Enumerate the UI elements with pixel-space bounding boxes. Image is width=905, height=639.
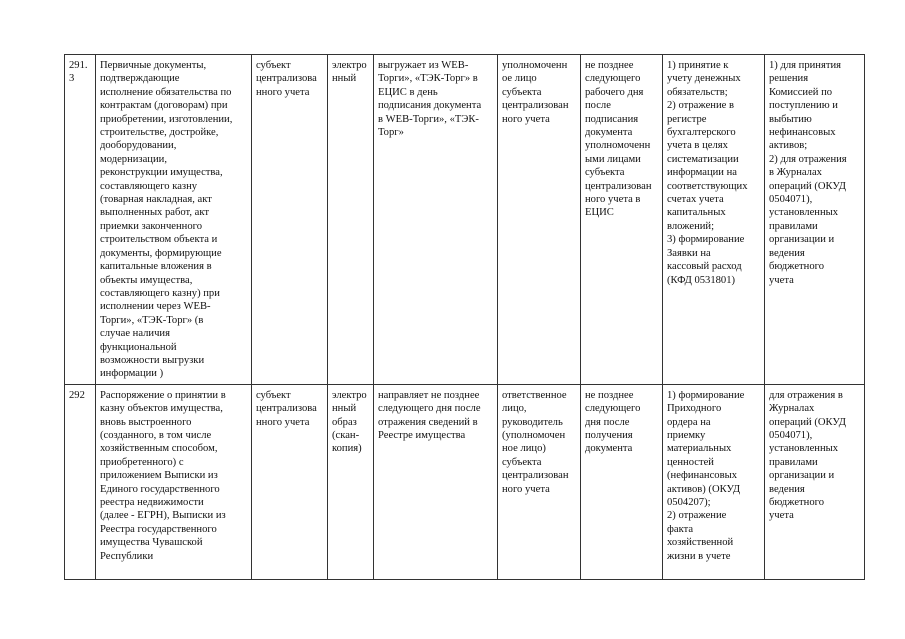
deadline-text: не позднее следующего рабочего дня после подписания документа уполномоченн ыми лицами субъекта централизован ного учета в ЕЦИС bbox=[585, 60, 652, 219]
method-text: выгружает из WEB- Торги», «ТЭК-Торг» в ЕЦИС в день подписания документа в WEB-Торги», «ТЭК- Торг» bbox=[378, 60, 482, 139]
usage-cell bbox=[765, 384, 865, 579]
table-row bbox=[65, 384, 865, 579]
deadline-cell bbox=[581, 384, 663, 579]
table-row bbox=[65, 55, 865, 385]
responsible-cell bbox=[498, 55, 581, 385]
purpose-cell bbox=[663, 384, 765, 579]
document-name: Распоряжение о принятии в казну объектов имущества, вновь выстроенного (созданного, в том числе хозяйственным способом, приобретенного) с приложением Выписки из Единого государственного реестра недвижимости (далее - ЕГРН), Выписки из Реестра государственного имущества Чувашской Республики bbox=[100, 389, 226, 562]
row-number-cell bbox=[65, 55, 96, 385]
document-cell bbox=[96, 384, 252, 579]
row-number: 292 bbox=[69, 389, 85, 401]
form-text: электро нный образ (скан- копия) bbox=[332, 389, 367, 455]
responsible-cell bbox=[498, 384, 581, 579]
subject-text: субъект централизова нного учета bbox=[256, 389, 317, 428]
purpose-text: 1) принятие к учету денежных обязательств; 2) отражение в регистре бухгалтерского учета в целях систематизации информации на соответствующих счетах учета капитальных вложений; 3) формирование Заявки на кассовый расход (КФД 0531801) bbox=[667, 60, 748, 286]
usage-text: 1) для принятия решения Комиссией по поступлению и выбытию нефинансовых активов; 2) для отражения в Журналах операций (ОКУД 0504071), установленных правилами организации и ведения бюджетного учета bbox=[769, 60, 847, 286]
method-text: направляет не позднее следующего дня после отражения сведений в Реестре имущества bbox=[378, 389, 481, 441]
deadline-text: не позднее следующего дня после получения документа bbox=[585, 389, 641, 455]
subject-cell bbox=[252, 55, 328, 385]
method-cell bbox=[374, 384, 498, 579]
register-table bbox=[64, 54, 865, 580]
responsible-text: ответственное лицо, руководитель (уполномочен ное лицо) субъекта централизован ного учета bbox=[502, 389, 569, 495]
row-number: 291. 3 bbox=[69, 60, 88, 85]
subject-text: субъект централизова нного учета bbox=[256, 60, 317, 98]
responsible-text: уполномоченн ое лицо субъекта централизован ного учета bbox=[502, 60, 569, 125]
purpose-cell bbox=[663, 55, 765, 385]
form-cell bbox=[328, 55, 374, 385]
document-cell bbox=[96, 55, 252, 385]
row-number-cell bbox=[65, 384, 96, 579]
usage-text: для отражения в Журналах операций (ОКУД 0504071), установленных правилами организации и ведения бюджетного учета bbox=[769, 389, 847, 522]
purpose-text: 1) формирование Приходного ордера на приемку материальных ценностей (нефинансовых активов) (ОКУД 0504207); 2) отражение факта хозяйственной жизни в учете bbox=[667, 389, 745, 562]
subject-cell bbox=[252, 384, 328, 579]
form-text: электро нный bbox=[332, 60, 367, 85]
form-cell bbox=[328, 384, 374, 579]
usage-cell bbox=[765, 55, 865, 385]
deadline-cell bbox=[581, 55, 663, 385]
method-cell bbox=[374, 55, 498, 385]
document-name: Первичные документы, подтверждающие исполнение обязательства по контрактам (договорам) при приобретении, изготовлении, строительстве, достройке, дооборудовании, модернизации, реконструкции имущества, составляющего казну (товарная накладная, акт выполненных работ, акт приемки законченного строительством объекта и документы, формирующие капитальные вложения в объекты имущества, составляющего казну) при исполнении через WEB- Торги», «ТЭК-Торг» (в случае наличия функциональной возможности выгрузки информации ) bbox=[100, 60, 233, 380]
